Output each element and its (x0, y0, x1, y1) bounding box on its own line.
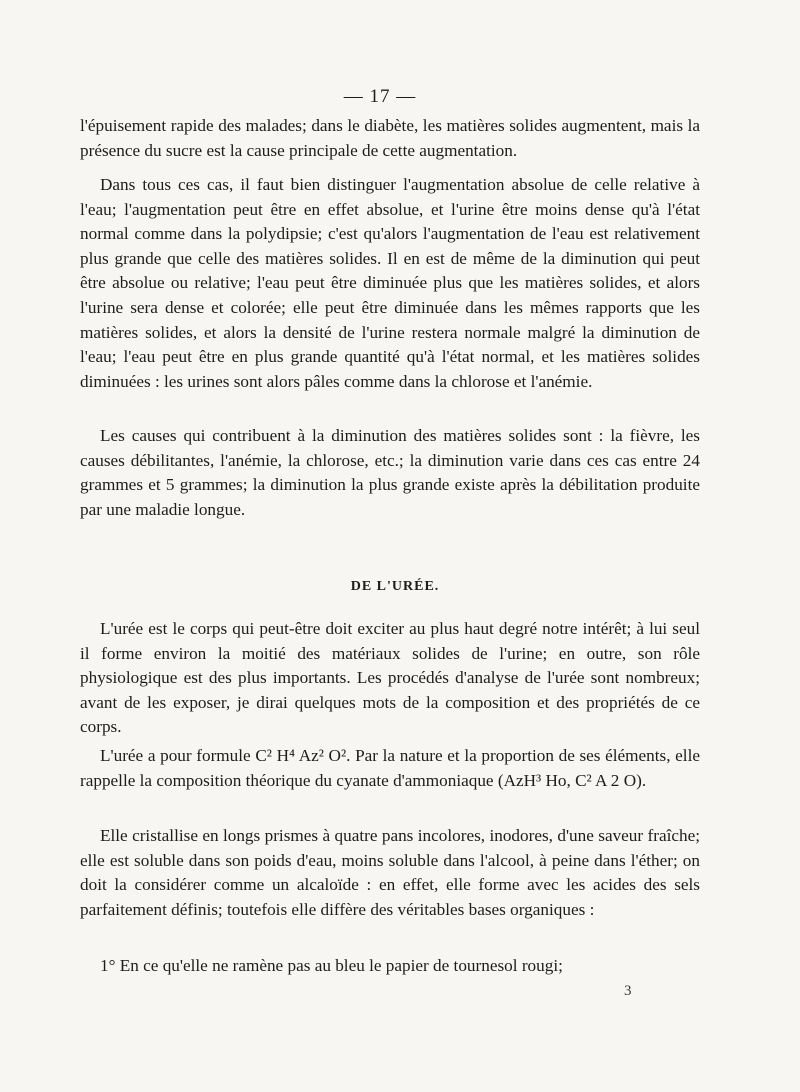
paragraph-1 (80, 114, 700, 163)
paragraph-6-text: Elle cristallise en longs prismes à quatre pans incolores, inodores, d'une saveur fraîche; elle est soluble dans son poids d'eau, moins soluble dans l'alcool, à peine dans l'éther; on doit la considérer comme un alcaloïde : en effet, elle forme avec les acides des sels parfaitement définis; toutefois elle diffère des véritables bases organiques : (80, 826, 700, 919)
paragraph-2 (80, 173, 700, 394)
section-title: DE L'URÉE. (350, 579, 440, 594)
paragraph-2-text: Dans tous ces cas, il faut bien distinguer l'augmentation absolue de celle relative à l'eau; l'augmentation peut être en effet absolue, et l'urine être moins dense qu'à l'état normal comme dans la polydipsie; c'est qu'alors l'augmentation de l'eau est relativement plus grande que celle des matières solides. Il en est de même de la diminution qui peut être absolue ou relative; l'eau peut être diminuée plus que les matières solides, et alors l'urine sera dense et colorée; elle peut être diminuée dans les mêmes rapports que les matières solides, et alors la densité de l'urine restera normale malgré la diminution de l'eau; l'eau peut être en plus grande quantité qu'à l'état normal, et les matières solides diminuées : les urines sont alors pâles comme dans la chlorose et l'anémie. (80, 175, 700, 391)
paragraph-1-text: l'épuisement rapide des malades; dans le diabète, les matières solides augmentent, mais la présence du sucre est la cause principale de cette augmentation. (80, 116, 700, 160)
paragraph-5-text-before: L'urée a pour formule (100, 746, 256, 765)
paragraph-7 (80, 954, 700, 979)
paragraph-5-text-after: Par la nature et la proportion de ses éléments, elle rappelle la composition théorique du cyanate d'ammoniaque (AzH³ Ho, C² A 2 O). (80, 746, 700, 790)
paragraph-3 (80, 424, 700, 522)
paragraph-4-text: L'urée est le corps qui peut-être doit exciter au plus haut degré notre intérêt; à lui seul il forme environ la moitié des matériaux solides de l'urine; en outre, son rôle physiologique est des plus importants. Les procédés d'analyse de l'urée sont nombreux; avant de les exposer, je dirai quelques mots de la composition et des propriétés de ce corps. (80, 619, 700, 737)
paragraph-7-text: 1° En ce qu'elle ne ramène pas au bleu le papier de tournesol rougi; (100, 956, 563, 975)
paragraph-4 (80, 617, 700, 740)
paragraph-3-text: Les causes qui contribuent à la diminution des matières solides sont : la fièvre, les causes débilitantes, l'anémie, la chlorose, etc.; la diminution varie dans ces cas entre 24 grammes et 5 grammes; la diminution la plus grande existe après la débilitation produite par une maladie longue. (80, 426, 700, 519)
chemical-formula: C² H⁴ Az² O². (255, 746, 351, 765)
page-signature: 3 (624, 983, 632, 999)
paragraph-6 (80, 824, 700, 922)
paragraph-5 (80, 744, 700, 793)
page-number: — 17 — (343, 86, 417, 107)
paragraph-5-text (80, 744, 700, 793)
